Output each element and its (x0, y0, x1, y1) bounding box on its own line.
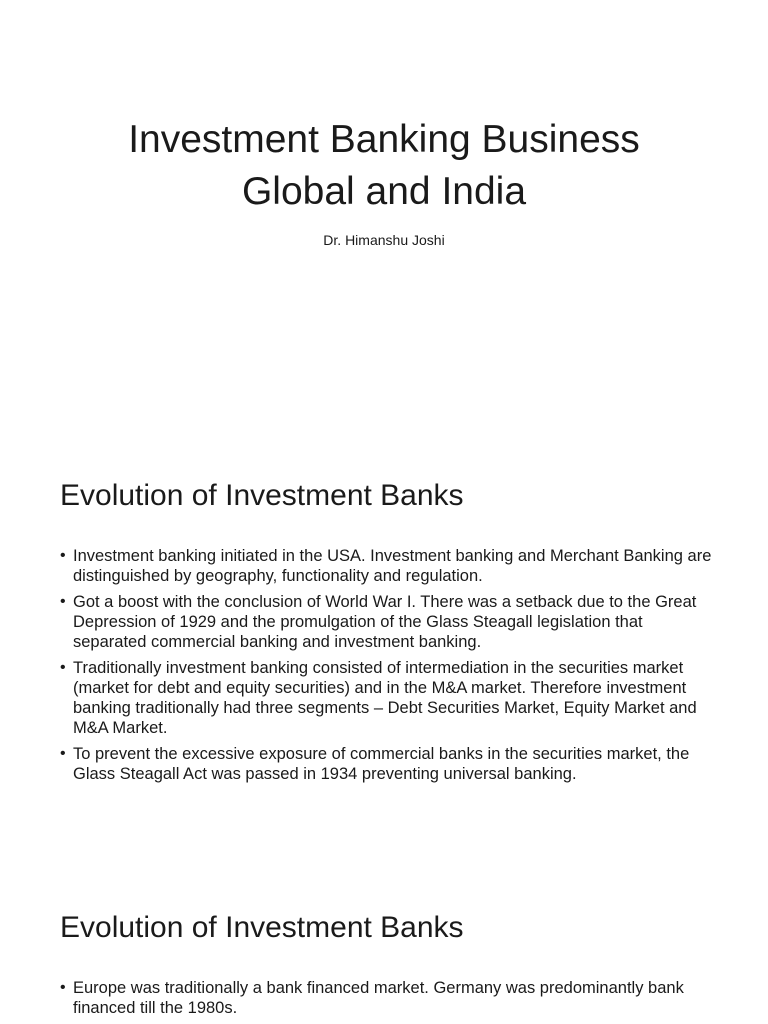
bullet-icon: • (60, 745, 66, 762)
bullet-icon: • (60, 979, 66, 996)
main-title-line-1: Investment Banking Business (128, 118, 640, 161)
bullet-item (60, 978, 720, 1018)
bullet-text: Got a boost with the conclusion of World War I. There was a setback due to the Great Depression of 1929 and the promulgation of the Glass Steagall legislation that separated commercial banking and investment banking. (73, 593, 697, 651)
bullet-icon: • (60, 547, 66, 564)
author-name: Dr. Himanshu Joshi (323, 232, 445, 248)
bullet-item (60, 592, 720, 652)
evolution-slide-2 (0, 864, 768, 1024)
title-slide (0, 0, 768, 432)
bullet-text: To prevent the excessive exposure of commercial banks in the securities market, the Glass Steagall Act was passed in 1934 preventing universal banking. (73, 745, 690, 783)
bullet-item (60, 546, 720, 586)
bullet-list (60, 546, 720, 790)
section-title: Evolution of Investment Banks (60, 479, 464, 512)
bullet-list (60, 978, 720, 1024)
section-title: Evolution of Investment Banks (60, 911, 464, 944)
evolution-slide-1 (0, 432, 768, 864)
bullet-item (60, 744, 720, 784)
bullet-icon: • (60, 593, 66, 610)
bullet-item (60, 658, 720, 738)
bullet-text: Europe was traditionally a bank financed market. Germany was predominantly bank financed till the 1980s. (73, 979, 684, 1017)
main-title-line-2: Global and India (241, 170, 527, 213)
bullet-text: Investment banking initiated in the USA. Investment banking and Merchant Banking are distinguished by geography, functionality and regulation. (73, 547, 712, 585)
bullet-text: Traditionally investment banking consisted of intermediation in the securities market (market for debt and equity securities) and in the M&A market. Therefore investment banking traditionally had three segments – Debt Securities Market, Equity Market and M&A Market. (73, 659, 697, 737)
main-title (0, 114, 768, 218)
bullet-icon: • (60, 659, 66, 676)
